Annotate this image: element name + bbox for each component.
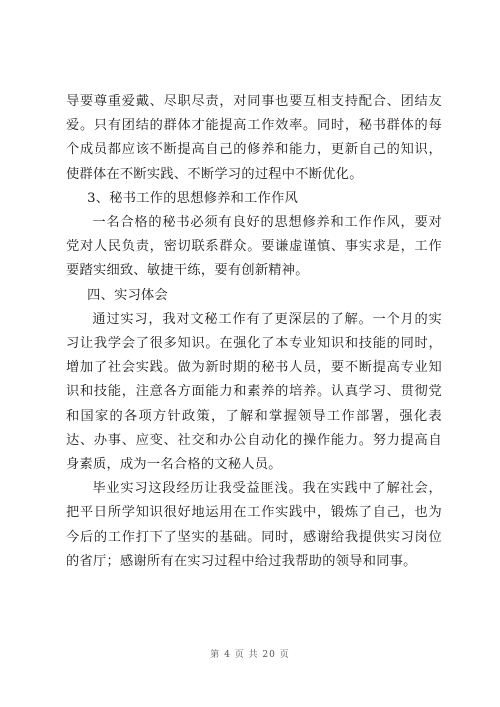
paragraph-team-unity: 导要尊重爱戴、尽职尽责，对同事也要互相支持配合、团结友爱。只有团结的群体才能提高工作效率。同时，秘书群体的每个成员都应该不断提高自己的修养和能力，更新自己的知识，使群体在不断实践、不断学习的过程中不断优化。: [66, 94, 442, 182]
section-heading-secretary-conduct: 3、秘书工作的思想修养和工作作风: [87, 190, 299, 206]
paragraph-internship-gratitude: 毕业实习这段经历让我受益匪浅。我在实践中了解社会，把平日所学知识很好地运用在工作实践中，锻炼了自己，也为今后的工作打下了坚实的基础。同时，感谢给我提供实习岗位的省厅；感谢所有在实习过程中给过我帮助的领导和同事。: [66, 481, 442, 569]
paragraph-secretary-conduct: 一名合格的秘书必须有良好的思想修养和工作作风，要对党对人民负责，密切联系群众。要谦虚谨慎、事实求是，工作要踏实细致、敏捷干练，要有创新精神。: [66, 215, 442, 279]
document-body: [66, 90, 442, 574]
paragraph-internship-learning: 通过实习，我对文秘工作有了更深层的了解。一个月的实习让我学会了很多知识。在强化了本专业知识和技能的同时，增加了社会实践。做为新时期的秘书人员，要不断提高专业知识和技能，注意各方面能力和素养的培养。认真学习、贯彻党和国家的各项方针政策，了解和掌握领导工作部署，强化表达、办事、应变、社交和办公自动化的操作能力。努力提高自身素质，成为一名合格的文秘人员。: [66, 311, 442, 473]
page-number-footer: 第 4 页 共 20 页: [210, 650, 290, 660]
section-heading-internship-reflection: 四、实习体会: [87, 287, 169, 303]
